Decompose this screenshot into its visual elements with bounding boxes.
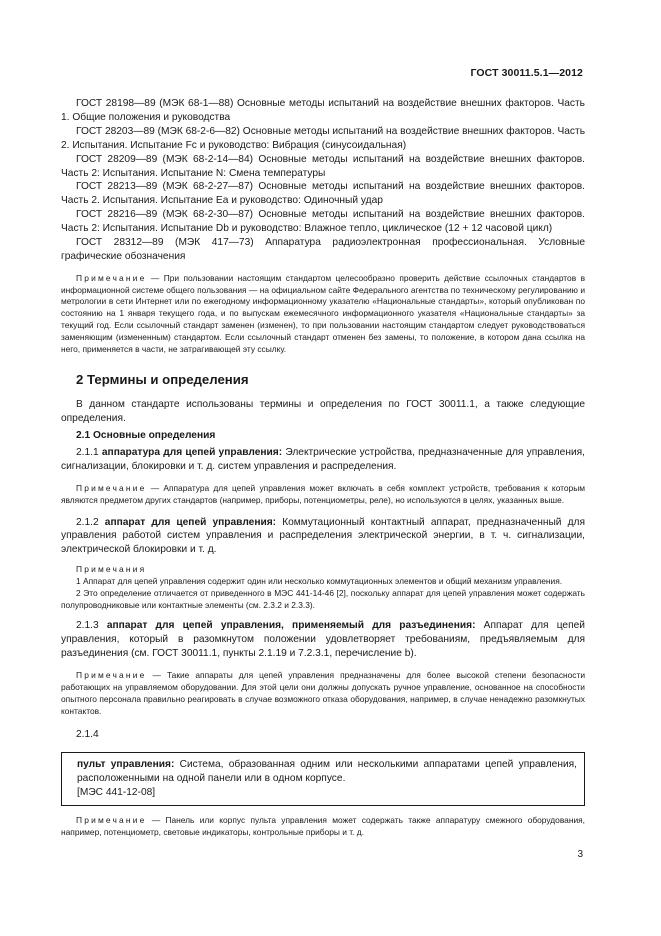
section-2-intro: В данном стандарте использованы термины и определения по ГОСТ 30011.1, а также следующие определения. (61, 399, 585, 425)
term-2-1-2 (61, 516, 585, 558)
term-2-1-1-term: аппаратура для цепей управления: (101, 447, 283, 459)
note-2-1-2-item-1: 1 Аппарат для цепей управления содержит один или несколько коммутационных элементов и общий механизм управления. (76, 576, 563, 587)
note-refs-text: — При пользовании настоящим стандартом целесообразно проверить действие ссылочных стандартов в информационной системе общего пользования — на официальном сайте Федерального агентства по техническому регулированию и метрологии в сети Интернет или по ежегодному информационному указателю «Национальные стандарты», который опубликован по состоянию на 1 января текущего года, и по выпускам ежемесячного информационного указателя «Национальные стандарты» за текущий год. Если ссылочный стандарт заменен (изменен), то при пользовании настоящим стандартом следует руководствоваться заменяющим (измененным) стандартом. Если ссылочный стандарт отменен без замены, то положение, в котором дана ссылка на него, применяется в части, не затрагивающей эту ссылку. (61, 272, 586, 354)
term-2-1-2-term: аппарат для цепей управления: (104, 516, 277, 528)
note-2-1-3 (61, 670, 585, 717)
note-label: Примечание (76, 815, 147, 826)
term-2-1-2-text: Коммутационный контактный аппарат, предназначенный для управления работой систем управления и распределения электрической энергии, в т. ч. сигнализации, электрической блокировки и т. д. (61, 516, 585, 556)
document-code-header: ГОСТ 30011.5.1—2012 (470, 67, 583, 79)
subsection-2-1-title: 2.1 Основные определения (76, 430, 216, 442)
note-2-1-3-text: — Такие аппараты для цепей управления предназначены для более высокой степени безопасности работающих на управляемом оборудовании. Для этой цели они должны допускать ручное управление, основанное на способности опытного персонала правильно реагировать в случае возможного отказа оборудования, например, в случае ненадежно разомкнутых контактов. (61, 670, 585, 716)
term-2-1-1-number: 2.1.1 (76, 447, 99, 459)
ref-gost-28203: ГОСТ 28203—89 (МЭК 68-2-6—82) Основные методы испытаний на воздействие внешних факторов. Часть 2. Испытания. Испытание Fc и руководство: Вибрация (синусоидальная) (61, 125, 585, 151)
term-2-1-4-source: [МЭС 441-12-08] (77, 787, 156, 799)
note-label: Примечание (76, 272, 147, 283)
notes-2-1-2-label (61, 564, 585, 576)
note-label: Примечание (76, 670, 147, 681)
notes-label: Примечания (76, 564, 147, 575)
term-2-1-4-term: пульт управления: (77, 759, 175, 771)
term-2-1-4-box (61, 752, 585, 806)
note-2-1-1-text: — Аппаратура для цепей управления может включать в себя комплект устройств, требования к которым являются предметом других стандартов (например, приборы, потенциометры, реле), но используются в целях, указанных выше. (61, 482, 585, 505)
page-content (61, 97, 585, 839)
term-2-1-4 (77, 758, 577, 786)
term-2-1-1-text: Электрические устройства, предназначенные для управления, сигнализации, блокировки и т. д. систем управления и распределения. (61, 447, 585, 473)
term-2-1-4-text: Система, образованная одним или несколькими аппаратами цепей управления, расположенными на одной панели или в одном корпусе. (77, 759, 577, 785)
section-2-title: 2 Термины и определения (76, 372, 249, 388)
note-label: Примечание (76, 482, 147, 493)
term-2-1-3-term: аппарат для цепей управления, применяемый для разъединения: (106, 620, 476, 632)
note-2-1-1 (61, 483, 585, 507)
note-2-1-4-text: — Панель или корпус пульта управления может содержать также аппаратуру смежного оборудования, например, потенциометр, световые индикаторы, контрольные приборы и т. д. (61, 815, 585, 837)
term-2-1-3-number: 2.1.3 (76, 620, 99, 632)
term-2-1-4-number: 2.1.4 (76, 729, 99, 741)
term-2-1-3-text: Аппарат для цепей управления, который в разомкнутом положении удовлетворяет требованиям, предъявляемым для разъединения (см. ГОСТ 30011.1, пункты 2.1.19 и 7.2.3.1, перечисление b). (61, 620, 585, 660)
ref-gost-28209: ГОСТ 28209—89 (МЭК 68-2-14—84) Основные методы испытаний на воздействие внешних факторов. Часть 2: Испытания. Испытание N: Смена температуры (61, 153, 585, 179)
term-2-1-3 (61, 619, 585, 661)
ref-gost-28312: ГОСТ 28312—89 (МЭК 417—73) Аппаратура радиоэлектронная профессиональная. Условные графические обозначения (61, 237, 585, 262)
ref-gost-28213: ГОСТ 28213—89 (МЭК 68-2-27—87) Основные методы испытаний на воздействие внешних факторов. Часть 2. Испытания. Испытание Еа и руководство: Одиночный удар (61, 181, 585, 207)
ref-gost-28198: ГОСТ 28198—89 (МЭК 68-1—88) Основные методы испытаний на воздействие внешних факторов. Часть 1. Общие положения и руководства (61, 98, 585, 123)
note-2-1-2-item-2: 2 Это определение отличается от приведенного в МЭС 441-14-46 [2], поскольку аппарат для цепей управления может содержать полупроводниковые или контактные элементы (см. 2.3.2 и 2.3.3). (61, 587, 585, 610)
note-2-1-4 (61, 815, 585, 839)
note-refs (61, 273, 585, 356)
ref-gost-28216: ГОСТ 28216—89 (МЭК 68-2-30—87) Основные методы испытаний на воздействие внешних факторов. Часть 2: Испытания. Испытание Db и руководство: Влажное тепло, циклическое (12 + 12 часовой цикл) (61, 209, 585, 235)
term-2-1-1 (61, 446, 585, 474)
page-number: 3 (577, 849, 583, 860)
term-2-1-2-number: 2.1.2 (76, 516, 99, 528)
